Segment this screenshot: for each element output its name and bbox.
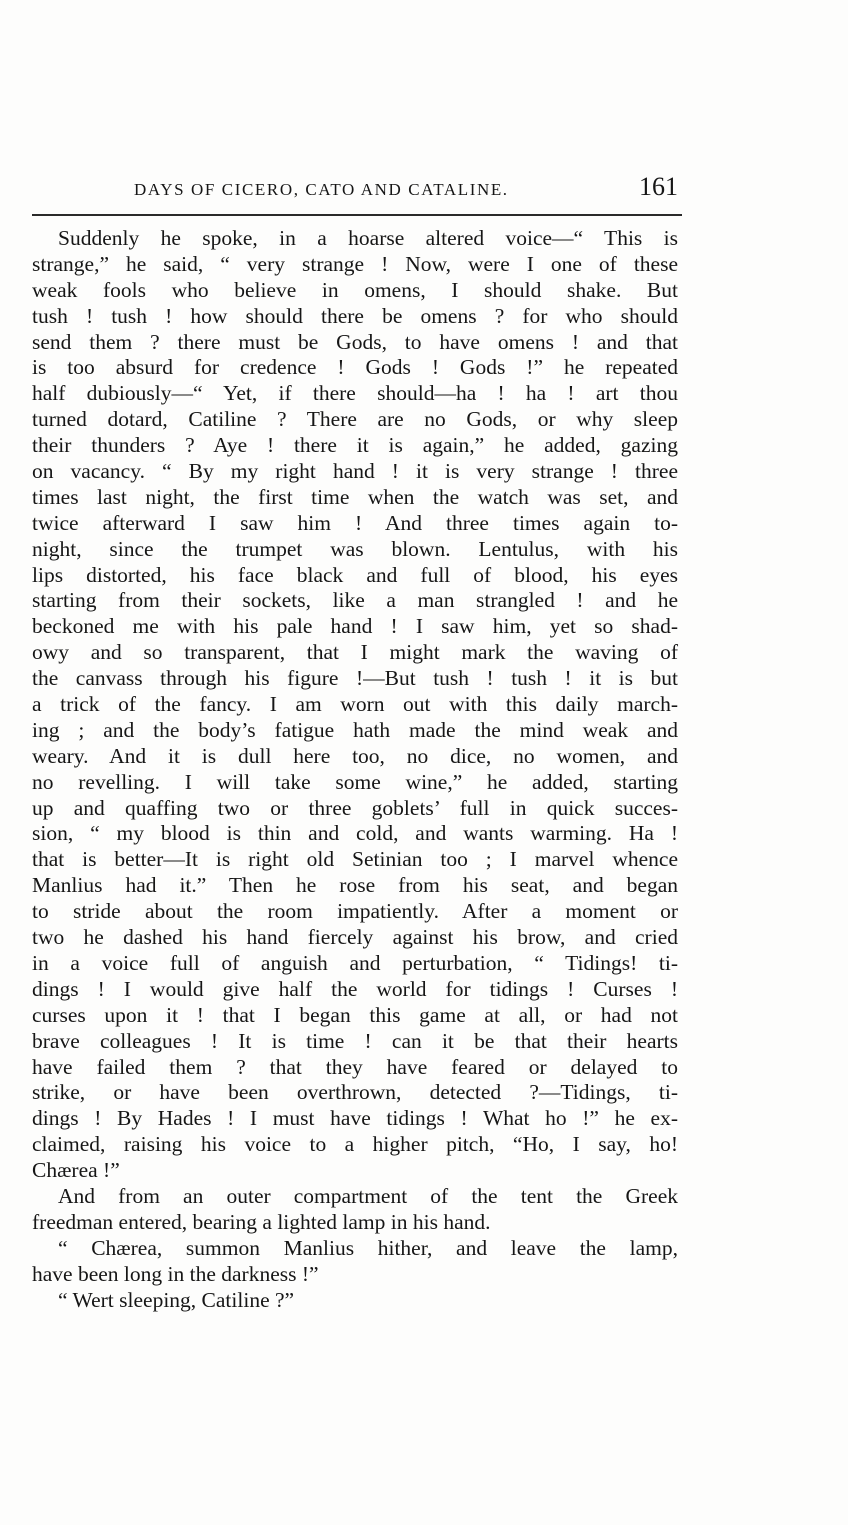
text-line: dings ! By Hades ! I must have tidings ! What ho !” he ex- <box>32 1106 678 1131</box>
text-line: no revelling. I will take some wine,” he added, starting <box>32 769 678 794</box>
running-head <box>32 170 682 210</box>
text-line: turned dotard, Catiline ? There are no Gods, or why sleep <box>32 407 678 432</box>
text-line: And from an outer compartment of the tent the Greek <box>58 1183 678 1208</box>
text-line: ing ; and the body’s fatigue hath made the mind weak and <box>32 717 678 742</box>
text-line: Chærea !” <box>32 1158 120 1183</box>
text-line: have failed them ? that they have feared or delayed to <box>32 1054 678 1079</box>
text-line: curses upon it ! that I began this game at all, or had not <box>32 1002 678 1027</box>
text-line: the canvass through his figure !—But tush ! tush ! it is but <box>32 666 678 691</box>
header-rule <box>32 214 682 216</box>
text-line: night, since the trumpet was blown. Lentulus, with his <box>32 536 678 561</box>
text-line: sion, “ my blood is thin and cold, and wants warming. Ha ! <box>32 821 678 846</box>
text-line: weak fools who believe in omens, I should shake. But <box>32 277 678 302</box>
page-number: 161 <box>639 172 678 201</box>
text-line: owy and so transparent, that I might mark the waving of <box>32 640 678 665</box>
text-line: lips distorted, his face black and full of blood, his eyes <box>32 562 678 587</box>
text-line: their thunders ? Aye ! there it is again,” he added, gazing <box>32 433 678 458</box>
text-line: strange,” he said, “ very strange ! Now, were I one of these <box>32 251 678 276</box>
text-line: Manlius had it.” Then he rose from his seat, and began <box>32 873 678 898</box>
text-line: to stride about the room impatiently. After a moment or <box>32 899 678 924</box>
text-line: starting from their sockets, like a man strangled ! and he <box>32 588 678 613</box>
text-line: that is better—It is right old Setinian too ; I marvel whence <box>32 847 678 872</box>
text-line: half dubiously—“ Yet, if there should—ha ! ha ! art thou <box>32 381 678 406</box>
text-line: on vacancy. “ By my right hand ! it is very strange ! three <box>32 459 678 484</box>
text-line: Suddenly he spoke, in a hoarse altered voice—“ This is <box>58 226 678 250</box>
text-line: in a voice full of anguish and perturbation, “ Tidings! ti- <box>32 950 678 975</box>
text-line: two he dashed his hand fiercely against his brow, and cried <box>32 925 678 950</box>
text-line: have been long in the darkness !” <box>32 1261 319 1286</box>
text-line: freedman entered, bearing a lighted lamp in his hand. <box>32 1209 491 1234</box>
text-line: strike, or have been overthrown, detected ?—Tidings, ti- <box>32 1080 678 1105</box>
text-line: brave colleagues ! It is time ! can it be that their hearts <box>32 1028 678 1053</box>
running-title: DAYS OF CICERO, CATO AND CATALINE. <box>134 180 509 199</box>
text-line: send them ? there must be Gods, to have omens ! and that <box>32 329 678 354</box>
text-line: times last night, the first time when the watch was set, and <box>32 484 678 509</box>
text-line: is too absurd for credence ! Gods ! Gods !” he repeated <box>32 355 678 380</box>
text-line: dings ! I would give half the world for tidings ! Curses ! <box>32 976 678 1001</box>
text-line: a trick of the fancy. I am worn out with this daily march- <box>32 692 678 717</box>
body-text <box>32 226 678 1313</box>
text-line: claimed, raising his voice to a higher pitch, “Ho, I say, ho! <box>32 1132 678 1157</box>
text-line: tush ! tush ! how should there be omens ? for who should <box>32 303 678 328</box>
text-line: weary. And it is dull here too, no dice, no women, and <box>32 743 678 768</box>
text-line: twice afterward I saw him ! And three times again to- <box>32 510 678 535</box>
text-line: beckoned me with his pale hand ! I saw him, yet so shad- <box>32 614 678 639</box>
text-line: “ Wert sleeping, Catiline ?” <box>58 1287 295 1312</box>
text-line: up and quaffing two or three goblets’ full in quick succes- <box>32 795 678 820</box>
text-line: “ Chærea, summon Manlius hither, and leave the lamp, <box>58 1235 678 1260</box>
